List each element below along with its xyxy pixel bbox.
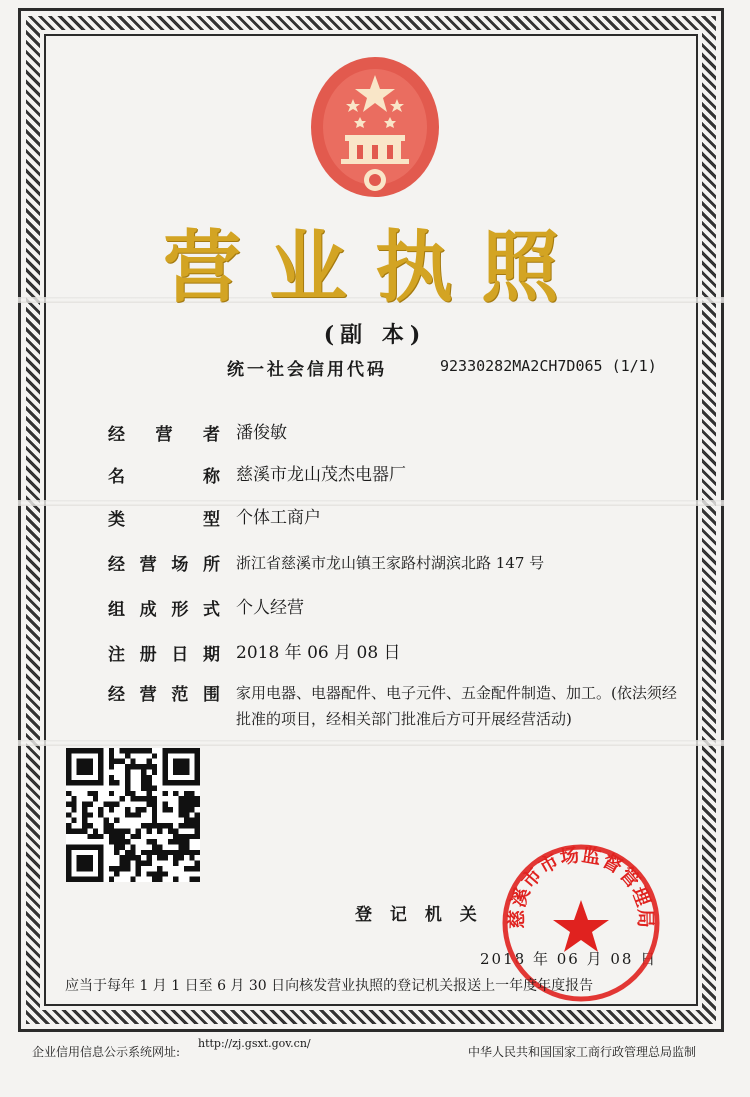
field-label: 名 称: [108, 467, 220, 487]
footer-issuer: 中华人民共和国国家工商行政管理总局监制: [468, 1045, 697, 1059]
credit-code-label: 统一社会信用代码: [227, 360, 387, 380]
registration-authority-label: 登 记 机 关: [355, 905, 483, 925]
svg-text:慈溪市市场监督管理局: 慈溪市市场监督管理局: [505, 843, 657, 929]
field-label: 类 型: [108, 510, 220, 530]
national-emblem-icon: [305, 55, 445, 200]
field-value: 潘俊敏: [236, 423, 287, 443]
field-label: 经 营 者: [108, 425, 220, 445]
credit-code-value: 92330282MA2CH7D065 (1/1): [440, 357, 657, 375]
qr-code-icon: [66, 746, 200, 884]
annual-report-notice: 应当于每年 1 月 1 日至 6 月 30 日向核发营业执照的登记机关报送上一年度年度报告: [65, 978, 594, 994]
document-title: 营业执照: [162, 222, 587, 313]
field-label: 经 营 范 围: [108, 685, 220, 705]
footer-website-link[interactable]: http://zj.gsxt.gov.cn/: [198, 1037, 311, 1050]
copy-subtitle: (副 本): [323, 322, 427, 348]
field-label: 组 成 形 式: [108, 600, 220, 620]
field-value: 2018 年 06 月 08 日: [236, 643, 401, 663]
field-label: 经 营 场 所: [108, 555, 220, 575]
field-value: 个体工商户: [236, 508, 321, 528]
field-label: 注 册 日 期: [108, 645, 220, 665]
footer-website-label: 企业信用信息公示系统网址:: [32, 1045, 181, 1059]
field-value: 浙江省慈溪市龙山镇王家路村湖滨北路 147 号: [236, 554, 545, 572]
field-value: 个人经营: [236, 598, 304, 618]
field-value: 慈溪市龙山茂杰电器厂: [236, 465, 406, 485]
field-value: 家用电器、电器配件、电子元件、五金配件制造、加工。(依法须经批准的项目，经相关部门批准后方可开展经营活动): [236, 684, 677, 728]
issue-date: 2018 年 06 月 08 日: [480, 950, 658, 968]
